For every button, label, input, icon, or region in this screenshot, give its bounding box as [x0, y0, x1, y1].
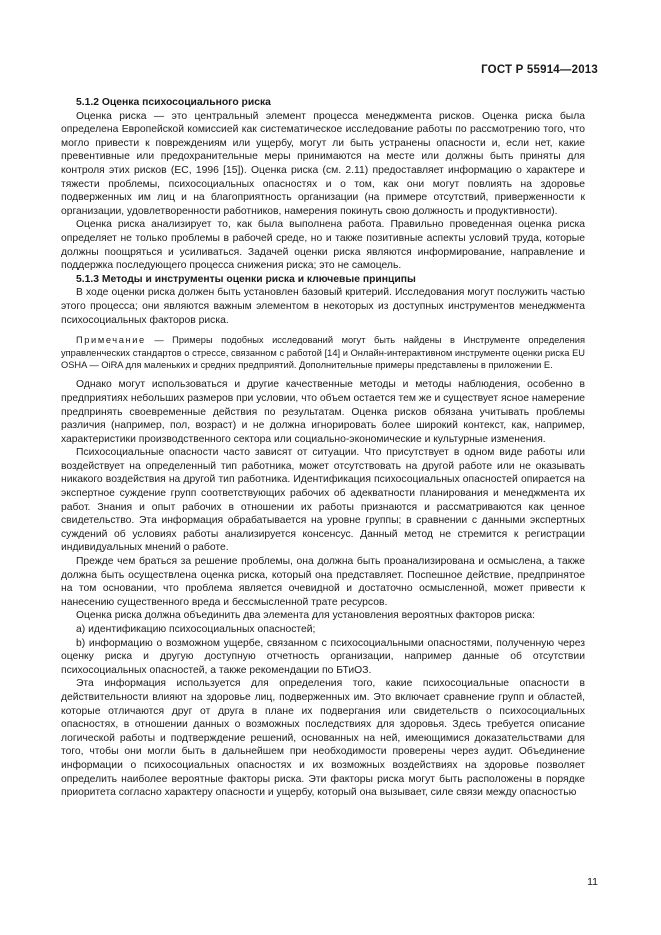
- note: [61, 334, 585, 371]
- section-513-paragraph-8: Эта информация используется для определения того, какие психосоциальные опасности в действительности влияют на здоровье лиц, подверженных им. Это включает сравнение групп и областей, которые отличаются друг от друга в плане их подвергания или свидетельств о психосоциальных опасностях, в отношении данных о возможных последствиях для здоровья. Здесь требуется описание логической работы и подтверждение решений, основанных на ней, имеющимися доказательствами для того, чтобы они могли быть в дальнейшем при необходимости проверены через аудит. Объединение информации о психосоциальных опасностях и их возможных воздействиях на здоровье позволяет определить наиболее вероятные факторы риска. Эти факторы риска могут быть расположены в порядке приоритета согласно характеру опасности и ущербу, который она вызывает, силе связи между опасностью: [61, 678, 585, 799]
- section-513-paragraph-5: Оценка риска должна объединить два элемента для установления вероятных факторов риска:: [76, 610, 535, 622]
- note-label: Примечание: [76, 335, 146, 346]
- section-513-paragraph-4: Прежде чем браться за решение проблемы, она должна быть проанализирована и осмыслена, а также должна быть осуществлена оценка риска, который она представляет. Поспешное действие, предпринятое на том основании, что проблема является очевидной и достаточно осмысленной, может привести к нанесению существенного вреда и бессмысленной трате ресурсов.: [61, 556, 585, 608]
- section-512-paragraph-1: Оценка риска — это центральный элемент процесса менеджмента рисков. Оценка риска была определена Европейской комиссией как систематическое исследование работы по рассмотрению того, что могло привести к повреждениям или ущербу, могут ли быть устранены опасности и, если нет, какие превентивные или предохранительные меры принимаются на месте или должны быть приняты для контроля этих рисков (ЕС, 1996 [15]). Оценка риска (см. 2.11) предоставляет информацию о характере и тяжести проблемы, психосоциальных опасностях и о том, как они могут повлиять на здоровье подверженных им лиц и на благоприятность организации (на примере отсутствий, приверженности к организации, удовлетворенности работников, намерения покинуть свою должность и продуктивности).: [61, 110, 585, 217]
- section-513-heading: 5.1.3 Методы и инструменты оценки риска и ключевые принципы: [76, 273, 416, 285]
- page-content: [61, 96, 585, 800]
- note-text: — Примеры подобных исследований могут быть найдены в Инструменте определения управленческих стандартов о стрессе, связанном с работой [14] и Онлайн-интерактивном инструменте оценки риска EU OSHA — OiRA для маленьких и средних предприятий. Дополнительные примеры представлены в приложении Е.: [61, 335, 585, 370]
- section-513-paragraph-3: Психосоциальные опасности часто зависят от ситуации. Что присутствует в одном виде работы или воздействует на определенный тип работника, может отсутствовать на другой работе или не оказывать никакого воздействия на другой тип работника. Идентификация психосоциальных опасностей опирается на экспертное суждение групп соответствующих рабочих об адекватности планирования и менеджмента их работ. Знания и опыт рабочих в отношении их работы признаются и рассматриваются как ценное свидетельство. Эта информация обрабатывается на уровне группы; в сравнении с данными экспертных суждений об условиях работы анализируется консенсус. Данный метод не стремится к регистрации индивидуальных мнений о работе.: [61, 447, 585, 554]
- section-513-paragraph-2: Однако могут использоваться и другие качественные методы и методы наблюдения, особенно в предприятиях небольших размеров при условии, что объем остается тем же и существует ясное намерение предпринять своевременные действия по результатам. Оценка рисков обязана учитывать проблемы различия (например, пол, возраст) и не должна игнорировать более широкий контекст, как, например, характеристики производственного сектора или социально-экономические и культурные изменения.: [61, 379, 585, 445]
- section-512-paragraph-2: Оценка риска анализирует то, как была выполнена работа. Правильно проведенная оценка риска определяет не только проблемы в рабочей среде, но и также позитивные аспекты условий труда, которые должны поощряться и усиливаться. Задачей оценки риска являются информирование, направление и поддержка последующего процесса снижения риска; это не самоцель.: [61, 219, 585, 272]
- section-513-paragraph-1: В ходе оценки риска должен быть установлен базовый критерий. Исследования могут послужить частью этого процесса; они являются важным элементом в некоторых из доступных инструментов менеджмента психосоциальных факторов риска.: [61, 287, 585, 326]
- standard-header: ГОСТ Р 55914—2013: [481, 64, 598, 76]
- list-item-a: a) идентификацию психосоциальных опасностей;: [76, 624, 316, 635]
- section-512-heading: 5.1.2 Оценка психосоциального риска: [76, 97, 271, 108]
- list-item-b: b) информацию о возможном ущербе, связанном с психосоциальными опасностями, полученную через оценку риска и другую доступную отчетность организации, например данные об отсутствии психосоциальных опасностей, а также рекомендации по БТиОЗ.: [61, 637, 585, 676]
- page-number: 11: [587, 876, 598, 888]
